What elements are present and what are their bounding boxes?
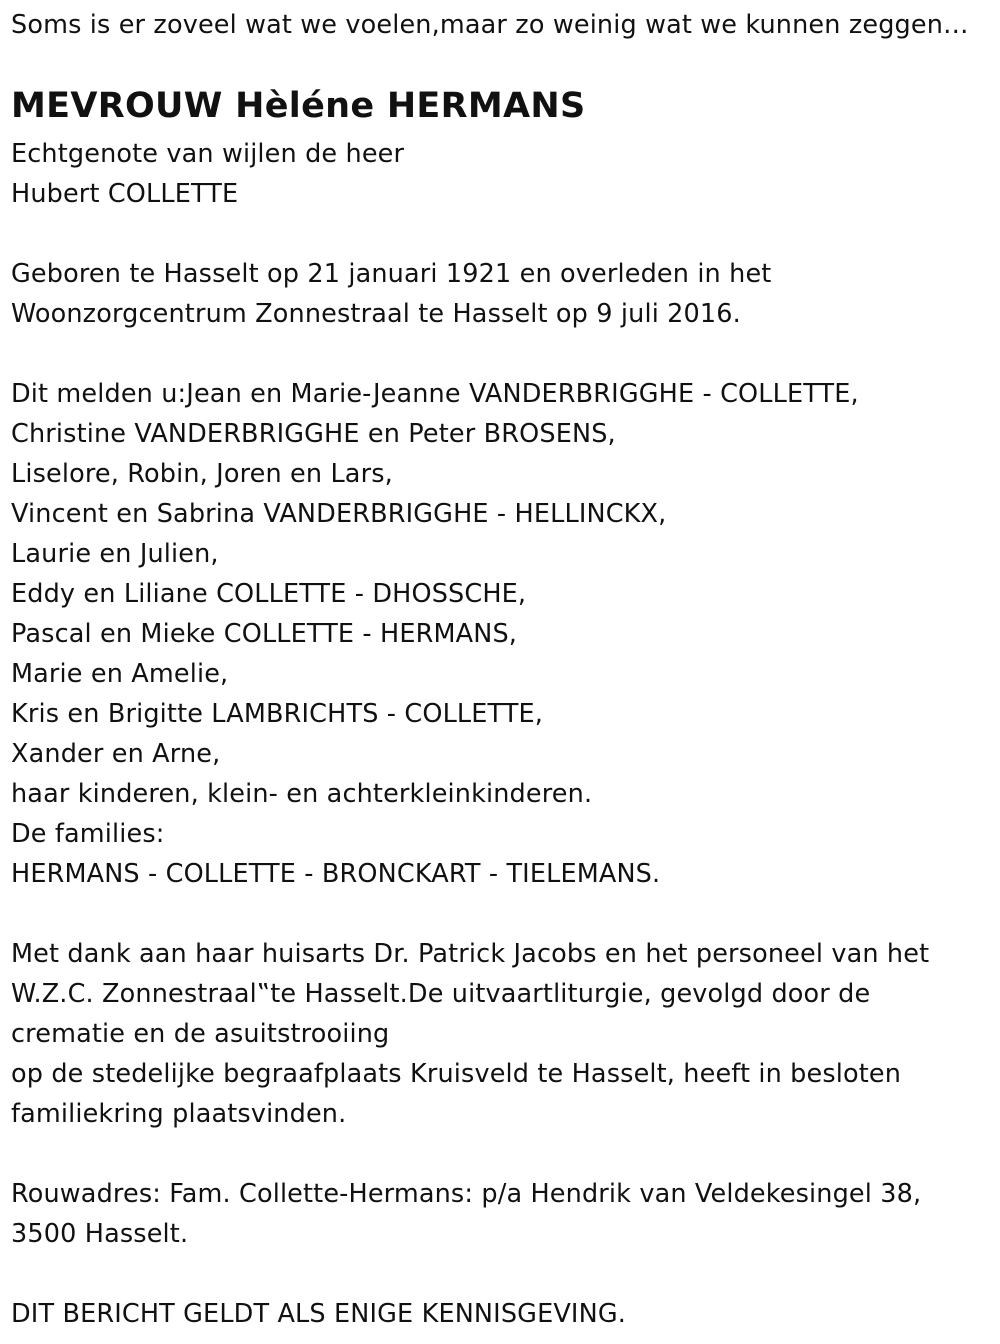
announcer-line: Christine VANDERBRIGGHE en Peter BROSENS, xyxy=(11,419,616,449)
announcer-line: Laurie en Julien, xyxy=(11,539,219,569)
thanks-line: familiekring plaatsvinden. xyxy=(11,1099,347,1129)
announcer-line: haar kinderen, klein- en achterkleinkinderen. xyxy=(11,779,593,809)
announcer-line: Kris en Brigitte LAMBRICHTS - COLLETTE, xyxy=(11,699,544,729)
spouse-name: Hubert COLLETTE xyxy=(11,179,239,209)
motto: Soms is er zoveel wat we voelen,maar zo weinig wat we kunnen zeggen… xyxy=(11,10,969,40)
address-line: Rouwadres: Fam. Collette-Hermans: p/a Hendrik van Veldekesingel 38, xyxy=(11,1179,922,1209)
thanks-line: op de stedelijke begraafplaats Kruisveld te Hasselt, heeft in besloten xyxy=(11,1059,902,1089)
address-line: 3500 Hasselt. xyxy=(11,1219,189,1249)
birth-death-line: Woonzorgcentrum Zonnestraal te Hasselt op 9 juli 2016. xyxy=(11,299,741,329)
announcer-line: Marie en Amelie, xyxy=(11,659,229,689)
announcer-line: Dit melden u:Jean en Marie-Jeanne VANDERBRIGGHE - COLLETTE, xyxy=(11,379,859,409)
announcer-line: HERMANS - COLLETTE - BRONCKART - TIELEMANS. xyxy=(11,859,661,889)
birth-death-line: Geboren te Hasselt op 21 januari 1921 en overleden in het xyxy=(11,259,772,289)
thanks-line: W.Z.C. Zonnestraal‟te Hasselt.De uitvaartliturgie, gevolgd door de xyxy=(11,979,871,1009)
announcer-line: Eddy en Liliane COLLETTE - DHOSSCHE, xyxy=(11,579,527,609)
announcer-line: Pascal en Mieke COLLETTE - HERMANS, xyxy=(11,619,518,649)
thanks-line: crematie en de asuitstrooiing xyxy=(11,1019,390,1049)
thanks-line: Met dank aan haar huisarts Dr. Patrick Jacobs en het personeel van het xyxy=(11,939,930,969)
announcer-line: Vincent en Sabrina VANDERBRIGGHE - HELLINCKX, xyxy=(11,499,667,529)
spouse-line: Echtgenote van wijlen de heer xyxy=(11,139,405,169)
closing-notice: DIT BERICHT GELDT ALS ENIGE KENNISGEVING. xyxy=(11,1299,626,1329)
announcer-line: Xander en Arne, xyxy=(11,739,221,769)
announcer-line: Liselore, Robin, Joren en Lars, xyxy=(11,459,393,489)
deceased-name: MEVROUW Hèléne HERMANS xyxy=(11,86,586,126)
announcer-line: De families: xyxy=(11,819,165,849)
